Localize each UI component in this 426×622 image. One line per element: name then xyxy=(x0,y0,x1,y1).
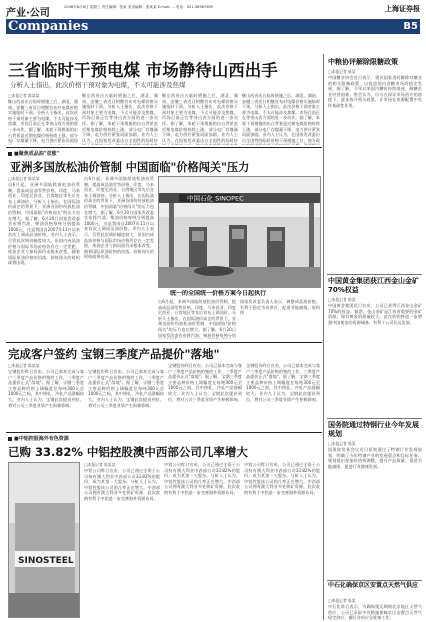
sidebar-byline-3: □本报记者 陈某 xyxy=(328,441,356,446)
sidebar-rule-3 xyxy=(327,580,422,581)
sidebar-body-1: 中国糖业协会近日表示，建议国家适时解除对糖业的相关限制政策，以促进国内食糖市场的稳定发展。据了解，今年以来国内糖价持续低迷，制糖企业经营困难。协会认为，应当在保证市场供应的前提下，逐步放开相关政策，让市场在资源配置中发挥基础性作用。 xyxy=(328,75,422,108)
kicker-oil xyxy=(8,150,59,157)
sidebar-byline-1: □本报记者 陈某 xyxy=(328,69,356,74)
photo-caption-col: 国家发改委负责人表示，调整成品油价格，有利于稳定市场供应，促进节能减排。资料图 xyxy=(240,299,320,316)
page-header xyxy=(6,3,420,51)
photo-title: 统一的全国统一价格方案今日起执行 xyxy=(170,290,267,297)
story4-col-3: 中铝公司昨日宣布，公司已通过全资子公司持有澳大利亚中西部公司33.82%的股份，成为其第一大股东。分析人士认为，中铝控股该公司的几率正在增大。中西部公司拥有澳大利亚多处铁矿资源，此次收购有利于中铝进一步完善海外资源布局。 xyxy=(244,462,320,495)
kicker-chalco xyxy=(8,435,69,442)
story2-headline: 亚洲多国放松油价管制 中国面临"价格闯关"压力 xyxy=(10,161,250,174)
story3-col-2: 宝钢股份昨日宣布，公司已基本完成与客户三季度产品价格的签约工作，三季度产品提价正式"落地"。据了解，宝钢三季度主要品种价格上调幅度在每吨300元至1000元之间，其中热轧、冷轧产品涨幅较大。业内人士认为，宝钢此次提价到位，将对公司三季度业绩产生积极影响。 xyxy=(88,369,164,408)
lead-col-3: 继山西省出台临时措施之后，湖北、湖南、安徽三省近日相继宣布对电煤价格实施临时干预。分析人士指出，此次价格干预对象主要为电煤，不太可能涉及焦煤，市场目前正在等待山西方面的进一步动作。据了解，本轮干预措施的出台背景是近期电煤价格持续上涨，部分电厂存煤量下降，电力供应紧张局面加剧。业内人士认为，在国家发改委出台全国性的临时价 xyxy=(162,93,238,143)
sidebar-rule-2 xyxy=(327,418,422,419)
section-bar xyxy=(6,19,420,34)
sidebar-headline-1: 中粮协评解除限糖政策 xyxy=(328,58,398,66)
sidebar-headline-4: 中石化确保京区安置点天然气供应 xyxy=(328,582,419,589)
lead-col-4: 继山西省出台临时措施之后，湖北、湖南、安徽三省近日相继宣布对电煤价格实施临时干预。分析人士指出，此次价格干预对象主要为电煤，不太可能涉及焦煤，市场目前正在等待山西方面的进一步动作。据了解，本轮干预措施的出台背景是近期电煤价格持续上涨，部分电厂存煤量下降，电力供应紧张局面加剧。业内人士认为，在国家发改委出台全国性的临时价格干预措施之后，地方政 xyxy=(242,93,320,143)
story2-col-1: 自6月起，亚洲多国陆续放松油价管制，提高成品油零售价格。印度、马来西亚、印度尼西亚、台湾地区等先后宣布上调油价。分析人士指出，在国际油价高企的背景下，亚洲各国纷纷放松油价管制，中国面临"价格闯关"的压力也在增大。据了解，6月20日国家发改委宣布将汽油、柴油价格每吨分别提高1000元，这是我国自2007年11月以来首次上调成品油价格。业内人士表示，尽管此次调价幅度较大，但国内成品油价格与国际市场价格仍存在一定差距，炼油企业亏损局面仍未根本改变。随着国际原油价格的回落，价格闯关的时机或将出现。 xyxy=(8,182,80,266)
sidebar-body-4: 中石化昨日表示，为确保奥运期间北京地区天然气供应，公司已采取多项措施保障京区安置点天然气稳定供应，做好各项应急准备工作。 xyxy=(328,604,422,620)
page-number: B5 xyxy=(403,21,418,32)
story3-col-3: 宝钢股份昨日宣布，公司已基本完成与客户三季度产品价格的签约工作，三季度产品提价正式"落地"。据了解，宝钢三季度主要品种价格上调幅度在每吨300元至1000元之间，其中热轧、冷轧产品涨幅较大。业内人士认为，宝钢此次提价到位，将对公司三季度业绩产生积极影响。 xyxy=(168,363,242,402)
story3-headline: 完成客户签约 宝钢三季度产品提价"落地" xyxy=(8,347,220,361)
story4-col-1: 中铝公司昨日宣布，公司已通过全资子公司持有澳大利亚中西部公司33.82%的股份，成为其第一大股东。分析人士认为，中铝控股该公司的几率正在增大。中西部公司拥有澳大利亚多处铁矿资源，此次收购有利于中铝进一步完善海外资源布局。 xyxy=(84,468,160,501)
sinopec-sign: 中国石化 SINOPEC xyxy=(187,194,244,203)
sidebar-rule xyxy=(323,54,324,620)
story4-headline: 已购 33.82% 中铝控股澳中西部公司几率增大 xyxy=(8,445,248,459)
sinosteel-sign: SINOSTEEL xyxy=(18,556,74,566)
story3-col-4: 宝钢股份昨日宣布，公司已基本完成与客户三季度产品价格的签约工作，三季度产品提价正式"落地"。据了解，宝钢三季度主要品种价格上调幅度在每吨300元至1000元之间，其中热轧、冷轧产品涨幅较大。业内人士认为，宝钢此次提价到位，将对公司三季度业绩产生积极影响。 xyxy=(246,363,320,402)
sidebar-headline-2: 中国黄金集团获江西金山金矿70%权益 xyxy=(328,277,419,294)
story4-col-2: 中铝公司昨日宣布，公司已通过全资子公司持有澳大利亚中西部公司33.82%的股份，成为其第一大股东。分析人士认为，中铝控股该公司的几率正在增大。中西部公司拥有澳大利亚多处铁矿资源，此次收购有利于中铝进一步完善海外资源布局。 xyxy=(164,462,240,495)
lead-col-1: 继山西省出台临时措施之后，湖北、湖南、安徽三省近日相继宣布对电煤价格实施临时干预。分析人士指出，此次价格干预对象主要为电煤，不太可能涉及焦煤，市场目前正在等待山西方面的进一步动作。据了解，本轮干预措施的出台背景是近期电煤价格持续上涨，部分电厂存煤量下降，电力供应紧张局面加 xyxy=(8,99,78,144)
rule-2 xyxy=(6,342,322,343)
lead-subtitle: 分析人士指出，此次价格干预对象为电煤，不太可能涉及焦煤 xyxy=(10,81,186,89)
story4-byline: □本报记者 陈某某 xyxy=(84,462,116,467)
dateline: 2008年8月6日 星期三 责任编辑：张某 美术编辑：张某某 E-mail: ... 电话：021-38967609 xyxy=(64,5,214,9)
lead-headline: 三省临时干预电煤 市场静待山西出手 xyxy=(8,61,278,80)
story2-col-3: 自6月起，亚洲多国陆续放松油价管制，提高成品油零售价格。印度、马来西亚、印度尼西亚、台湾地区等先后宣布上调油价。分析人士指出，在国际油价高企的背景下，亚洲各国纷纷放松油价管制，中国面临"价格闯关"的压力也在增大。据了解，6月20日国家发改委宣布将汽油、柴油价格每吨分别 xyxy=(158,299,236,338)
story3-col-1: 宝钢股份昨日宣布，公司已基本完成与客户三季度产品价格的签约工作，三季度产品提价正式"落地"。据了解，宝钢三季度主要品种价格上调幅度在每吨300元至1000元之间，其中热轧、冷轧产品涨幅较大。业内人士认为，宝钢此次提价到位，将对公司三季度业绩产生积极影响。 xyxy=(8,369,84,408)
rule-3 xyxy=(6,432,322,433)
story2-col-2: 自6月起，亚洲多国陆续放松油价管制，提高成品油零售价格。印度、马来西亚、印度尼西亚、台湾地区等先后宣布上调油价。分析人士指出，在国际油价高企的背景下，亚洲各国纷纷放松油价管制，中国面临"价格闯关"的压力也在增大。据了解，6月20日国家发改委宣布将汽油、柴油价格每吨分别提高1000元，这是我国自2007年11月以来首次上调成品油价格。业内人士表示，尽管此次调价幅度较大，但国内成品油价格与国际市场价格仍存在一定差距，炼油企业亏损局面仍未根本改变。随着国际原油价格的回落，价格闯关的时机或将出现。 xyxy=(84,176,154,260)
sidebar-headline-3: 国务院通过特钢行业今年发展规划 xyxy=(328,421,419,438)
kicker-chalco-text: ■中铝控股海外有色资源 xyxy=(14,436,69,442)
sidebar-byline-2: □本报记者 陈某 xyxy=(328,297,356,302)
sidebar-body-2: 中国黄金集团近日宣布，公司已获得江西金山金矿70%的权益。据悉，金山金矿是江西省重要的金矿资源，保有黄金资源量较大。此次收购将进一步增强中国黄金的资源储备，有利于公司长远发展。 xyxy=(328,303,422,325)
sidebar-byline-4: □本报记者 陈某 xyxy=(328,598,356,603)
section-name: 产业·公司 xyxy=(6,8,50,19)
rule-1 xyxy=(6,147,322,148)
story2-byline: □本报记者 陈某某 xyxy=(8,176,40,181)
section-en: Companies xyxy=(8,19,89,34)
lead-byline: □本报记者 陈某某 xyxy=(8,93,40,98)
story3-byline: □本报记者 陈某某 xyxy=(8,363,40,368)
paper-name: 上海证券报 xyxy=(385,4,420,13)
sinosteel-photo xyxy=(8,462,80,618)
sidebar-body-3: 国务院常务会议近日原则通过了特钢行业发展规划，明确了今年特钢产业的发展重点和目标任务。规划提出要加快结构调整，提升产品质量，推进节能减排，促进行业健康发展。 xyxy=(328,447,422,469)
sinosteel-illustration xyxy=(9,463,80,618)
gas-station-illustration xyxy=(159,177,321,288)
kicker-oil-text: ■聚焦成品油"双涨" xyxy=(14,151,59,157)
sidebar-rule-1 xyxy=(327,274,422,275)
lead-col-2: 继山西省出台临时措施之后，湖北、湖南、安徽三省近日相继宣布对电煤价格实施临时干预。分析人士指出，此次价格干预对象主要为电煤，不太可能涉及焦煤，市场目前正在等待山西方面的进一步动作。据了解，本轮干预措施的出台背景是近期电煤价格持续上涨，部分电厂存煤量下降，电力供应紧张局面加剧。业内人士认为，在国家发改委出台全国性的临时价 xyxy=(82,93,158,143)
gas-station-photo xyxy=(158,176,321,288)
